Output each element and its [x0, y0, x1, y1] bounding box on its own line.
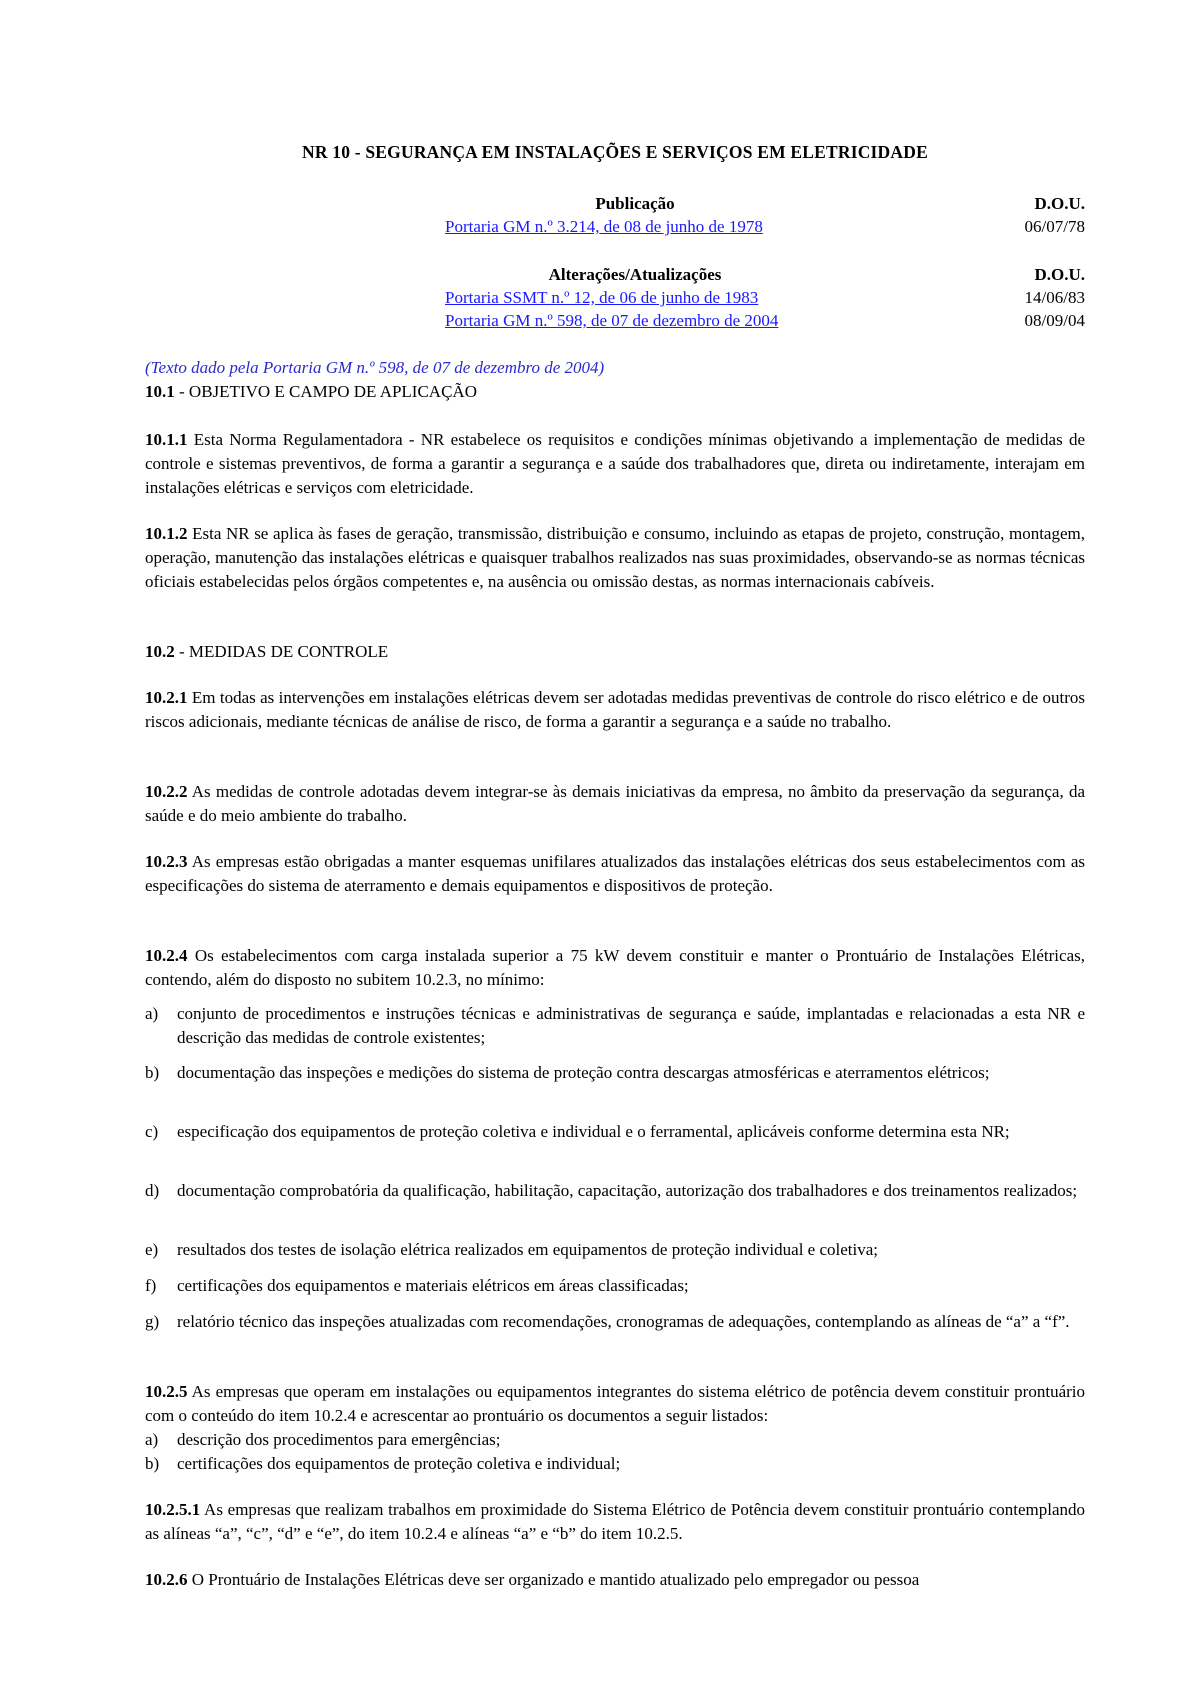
section-10-1: 10.1 - OBJETIVO E CAMPO DE APLICAÇÃO — [145, 382, 477, 401]
alteracoes-dou-header: D.O.U. — [1034, 265, 1085, 284]
section-10-1-2: 10.1.2 Esta NR se aplica às fases de geração, transmissão, distribuição e consumo, incluindo as etapas de projeto, construção, montagem, operação, manutenção das instalações elétricas e quaisquer trabalhos realizados nas suas proximidades, observando-se as normas técnicas oficiais estabelecidas pelos órgãos competentes e, na ausência ou omissão destas, as normas internacionais cabíveis. — [145, 524, 1085, 591]
list-item: b) documentação das inspeções e medições do sistema de proteção contra descargas atmosféricas e aterramentos elétricos; — [145, 1063, 990, 1082]
section-10-2-3: 10.2.3 As empresas estão obrigadas a manter esquemas unifilares atualizados das instalações elétricas dos seus estabelecimentos com as especificações do sistema de aterramento e demais equipamentos e dispositivos de proteção. — [145, 852, 1085, 895]
portaria-ssmt-12-link[interactable]: Portaria SSMT n.º 12, de 06 de junho de 1983 — [445, 288, 759, 307]
list-item: f) certificações dos equipamentos e materiais elétricos em áreas classificadas; — [145, 1276, 689, 1295]
section-10-2-5: 10.2.5 As empresas que operam em instalações ou equipamentos integrantes do sistema elétrico de potência devem constituir prontuário com o conteúdo do item 10.2.4 e acrescentar ao prontuário os documentos a seguir listados: — [145, 1382, 1085, 1425]
publicacao-dou-header: D.O.U. — [1034, 194, 1085, 213]
section-10-2-1: 10.2.1 Em todas as intervenções em instalações elétricas devem ser adotadas medidas preventivas de controle do risco elétrico e de outros riscos adicionais, mediante técnicas de análise de risco, de forma a garantir a segurança e a saúde no trabalho. — [145, 688, 1085, 731]
section-10-2: 10.2 - MEDIDAS DE CONTROLE — [145, 642, 389, 661]
section-10-2-6: 10.2.6 O Prontuário de Instalações Elétricas deve ser organizado e mantido atualizado pelo empregador ou pessoa — [145, 1570, 920, 1589]
portaria-gm-598-link[interactable]: Portaria GM n.º 598, de 07 de dezembro de 2004 — [445, 311, 779, 330]
section-10-2-4: 10.2.4 Os estabelecimentos com carga instalada superior a 75 kW devem constituir e manter o Prontuário de Instalações Elétricas, contendo, além do disposto no subitem 10.2.3, no mínimo: — [145, 946, 1085, 989]
portaria-ssmt-12-date: 14/06/83 — [1024, 288, 1085, 307]
document-title: NR 10 - SEGURANÇA EM INSTALAÇÕES E SERVIÇOS EM ELETRICIDADE — [302, 142, 928, 162]
portaria-3214-date: 06/07/78 — [1024, 217, 1085, 236]
list-item: b) certificações dos equipamentos de proteção coletiva e individual; — [145, 1454, 621, 1473]
section-10-1-1: 10.1.1 Esta Norma Regulamentadora - NR estabelece os requisitos e condições mínimas objetivando a implementação de medidas de controle e sistemas preventivos, de forma a garantir a segurança e a saúde dos trabalhadores que, direta ou indiretamente, interajam em instalações elétricas e serviços com eletricidade. — [145, 430, 1085, 497]
portaria-gm-598-date: 08/09/04 — [1024, 311, 1085, 330]
publicacao-header: Publicação — [595, 194, 675, 213]
list-item: e) resultados dos testes de isolação elétrica realizados em equipamentos de proteção individual e coletiva; — [145, 1240, 878, 1259]
source-note: (Texto dado pela Portaria GM n.º 598, de 07 de dezembro de 2004) — [145, 358, 605, 377]
section-10-2-2: 10.2.2 As medidas de controle adotadas devem integrar-se às demais iniciativas da empresa, no âmbito da preservação da segurança, da saúde e do meio ambiente do trabalho. — [145, 782, 1085, 825]
list-item: a) descrição dos procedimentos para emergências; — [145, 1430, 501, 1449]
list-item: d) documentação comprobatória da qualificação, habilitação, capacitação, autorização dos trabalhadores e dos treinamentos realizados; — [145, 1181, 1078, 1200]
portaria-3214-link[interactable]: Portaria GM n.º 3.214, de 08 de junho de 1978 — [445, 217, 763, 236]
alteracoes-table — [145, 263, 1085, 332]
alteracoes-header: Alterações/Atualizações — [548, 265, 722, 284]
list-item: c) especificação dos equipamentos de proteção coletiva e individual e o ferramental, aplicáveis conforme determina esta NR; — [145, 1122, 1010, 1141]
publicacao-table — [145, 192, 1085, 238]
list-item: g) relatório técnico das inspeções atualizadas com recomendações, cronogramas de adequações, contemplando as alíneas de “a” a “f”. — [145, 1312, 1070, 1331]
section-10-2-5-1: 10.2.5.1 As empresas que realizam trabalhos em proximidade do Sistema Elétrico de Potência devem constituir prontuário contemplando as alíneas “a”, “c”, “d” e “e”, do item 10.2.4 e alíneas “a” e “b” do item 10.2.5. — [145, 1500, 1085, 1543]
list-item: a) conjunto de procedimentos e instruções técnicas e administrativas de segurança e saúde, implantadas e relacionadas a esta NR e descrição das medidas de controle existentes; — [145, 1004, 1085, 1047]
